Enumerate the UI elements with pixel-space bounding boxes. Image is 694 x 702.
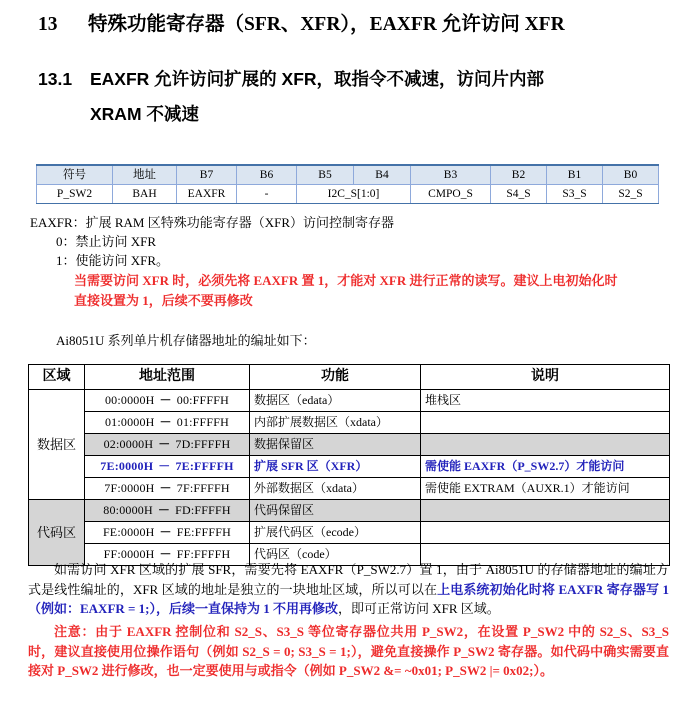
- sfr-header-b2: B2: [491, 165, 547, 185]
- sfr-header-b6: B6: [237, 165, 297, 185]
- table-row: [29, 390, 670, 412]
- memory-address-range: 00:0000H － 00:FFFFH: [85, 390, 250, 412]
- xfr-access-seg2-highlight: 上电系统初始化时将 EAXFR 寄存器写 1（例如：EAXFR = 1;），后续一直保持为 1 不用再修改: [28, 581, 669, 616]
- sfr-header-b7: B7: [177, 165, 237, 185]
- xfr-access-paragraph: [28, 560, 669, 619]
- memory-description: [421, 412, 670, 434]
- memory-address-range: 7F:0000H － 7F:FFFFH: [85, 478, 250, 500]
- memory-address-range: FF:0000H － FF:FFFFH: [85, 544, 250, 566]
- eaxfr-warning: [30, 271, 694, 310]
- eaxfr-value-1: 1：使能访问 XFR。: [56, 253, 170, 268]
- memory-address-range: FE:0000H － FE:FFFFH: [85, 522, 250, 544]
- memory-description: [421, 434, 670, 456]
- sfr-header-address: 地址: [113, 165, 177, 185]
- table-row: [29, 478, 670, 500]
- memory-function: 扩展代码区（ecode）: [250, 522, 421, 544]
- eaxfr-warning-line1: 当需要访问 XFR 时，必须先将 EAXFR 置 1，才能对 XFR 进行正常的读写。建议上电初始化时: [74, 273, 618, 288]
- memory-header-function: 功能: [250, 365, 421, 390]
- sfr-bit-b6: -: [237, 185, 297, 204]
- memory-header-region: 区域: [29, 365, 85, 390]
- eaxfr-value-0: 0：禁止访问 XFR: [56, 234, 157, 249]
- table-row: [29, 456, 670, 478]
- sfr-header-b1: B1: [547, 165, 603, 185]
- memory-header-row: [29, 365, 670, 390]
- memory-address-range: 7E:0000H － 7E:FFFFH: [85, 456, 250, 478]
- eaxfr-description: EAXFR：扩展 RAM 区特殊功能寄存器（XFR）访问控制寄存器: [30, 215, 395, 230]
- memory-region-label: 代码区: [29, 500, 85, 566]
- table-row: [29, 500, 670, 522]
- memory-header-address: 地址范围: [85, 365, 250, 390]
- memory-function: 代码区（code）: [250, 544, 421, 566]
- memory-address-range: 80:0000H － FD:FFFFH: [85, 500, 250, 522]
- table-row: [29, 412, 670, 434]
- memory-description: [421, 500, 670, 522]
- chapter-heading: [38, 8, 678, 36]
- memory-function: 数据区（edata）: [250, 390, 421, 412]
- eaxfr-warning-line2: 直接设置为 1，后续不要再修改: [74, 292, 253, 308]
- section-heading: [38, 62, 678, 132]
- memory-address-range: 02:0000H － 7D:FFFFH: [85, 434, 250, 456]
- sfr-bit-b0: S2_S: [603, 185, 659, 204]
- sfr-bit-b7: EAXFR: [177, 185, 237, 204]
- sfr-bit-b1: S3_S: [547, 185, 603, 204]
- sfr-header-row: [37, 165, 659, 185]
- memory-table-body: [29, 390, 670, 566]
- xfr-access-seg3: ，即可正常访问 XFR 区域。: [338, 601, 500, 616]
- table-row: [29, 434, 670, 456]
- sfr-register-table: [36, 164, 659, 204]
- table-row: [29, 522, 670, 544]
- sfr-address: BAH: [113, 185, 177, 204]
- sfr-header-b5: B5: [297, 165, 354, 185]
- memory-function: 内部扩展数据区（xdata）: [250, 412, 421, 434]
- sfr-header-symbol: 符号: [37, 165, 113, 185]
- section-title-line2: XRAM 不减速: [90, 104, 199, 124]
- memory-map-intro: Ai8051U 系列单片机存储器地址的编址如下：: [56, 333, 316, 348]
- memory-description: 需使能 EXTRAM（AUXR.1）才能访问: [421, 478, 670, 500]
- memory-function: 扩展 SFR 区（XFR）: [250, 456, 421, 478]
- memory-address-range: 01:0000H － 01:FFFFH: [85, 412, 250, 434]
- memory-header-description: 说明: [421, 365, 670, 390]
- chapter-number: 13: [38, 14, 58, 35]
- memory-description: [421, 522, 670, 544]
- sfr-header-b4: B4: [354, 165, 411, 185]
- sfr-bit-b5-b4: I2C_S[1:0]: [297, 185, 411, 204]
- chapter-title: 特殊功能寄存器（SFR、XFR），EAXFR 允许访问 XFR: [88, 14, 565, 35]
- memory-function: 外部数据区（xdata）: [250, 478, 421, 500]
- sfr-bit-b3: CMPO_S: [411, 185, 491, 204]
- sfr-symbol: P_SW2: [37, 185, 113, 204]
- memory-region-label: 数据区: [29, 390, 85, 500]
- section-title-line1: EAXFR 允许访问扩展的 XFR，取指令不减速，访问片内部: [90, 69, 545, 89]
- xfr-access-seg1: 如需访问 XFR 区域的扩展 SFR，需要先将 EAXFR（P_SW2.7）置 1，由于 Ai8051U 的存储器地址的编址方式是线性编址的，XFR 区域的地址是独立的一块地址区域，所以可以在: [28, 562, 669, 597]
- sfr-header-b3: B3: [411, 165, 491, 185]
- memory-description: 堆栈区: [421, 390, 670, 412]
- pswr-note-paragraph: 注意：由于 EAXFR 控制位和 S2_S、S3_S 等位寄存器位共用 P_SW2，在设置 P_SW2 中的 S2_S、S3_S 时，建议直接使用位操作语句（例如 S2_S = 0; S3_S = 1;），避免直接操作 P_SW2 寄存器。如代码中确实需要直接对 P_SW2 进行修改，也一定要使用与或指令（例如 P_SW2 &= ~0x01; P_SW2 |= 0x02;）。: [28, 624, 669, 678]
- memory-map-table: [28, 364, 670, 566]
- section-number: 13.1: [38, 69, 73, 89]
- sfr-value-row: [37, 185, 659, 204]
- memory-description: 需使能 EAXFR（P_SW2.7）才能访问: [421, 456, 670, 478]
- memory-function: 数据保留区: [250, 434, 421, 456]
- sfr-header-b0: B0: [603, 165, 659, 185]
- memory-function: 代码保留区: [250, 500, 421, 522]
- sfr-bit-b2: S4_S: [491, 185, 547, 204]
